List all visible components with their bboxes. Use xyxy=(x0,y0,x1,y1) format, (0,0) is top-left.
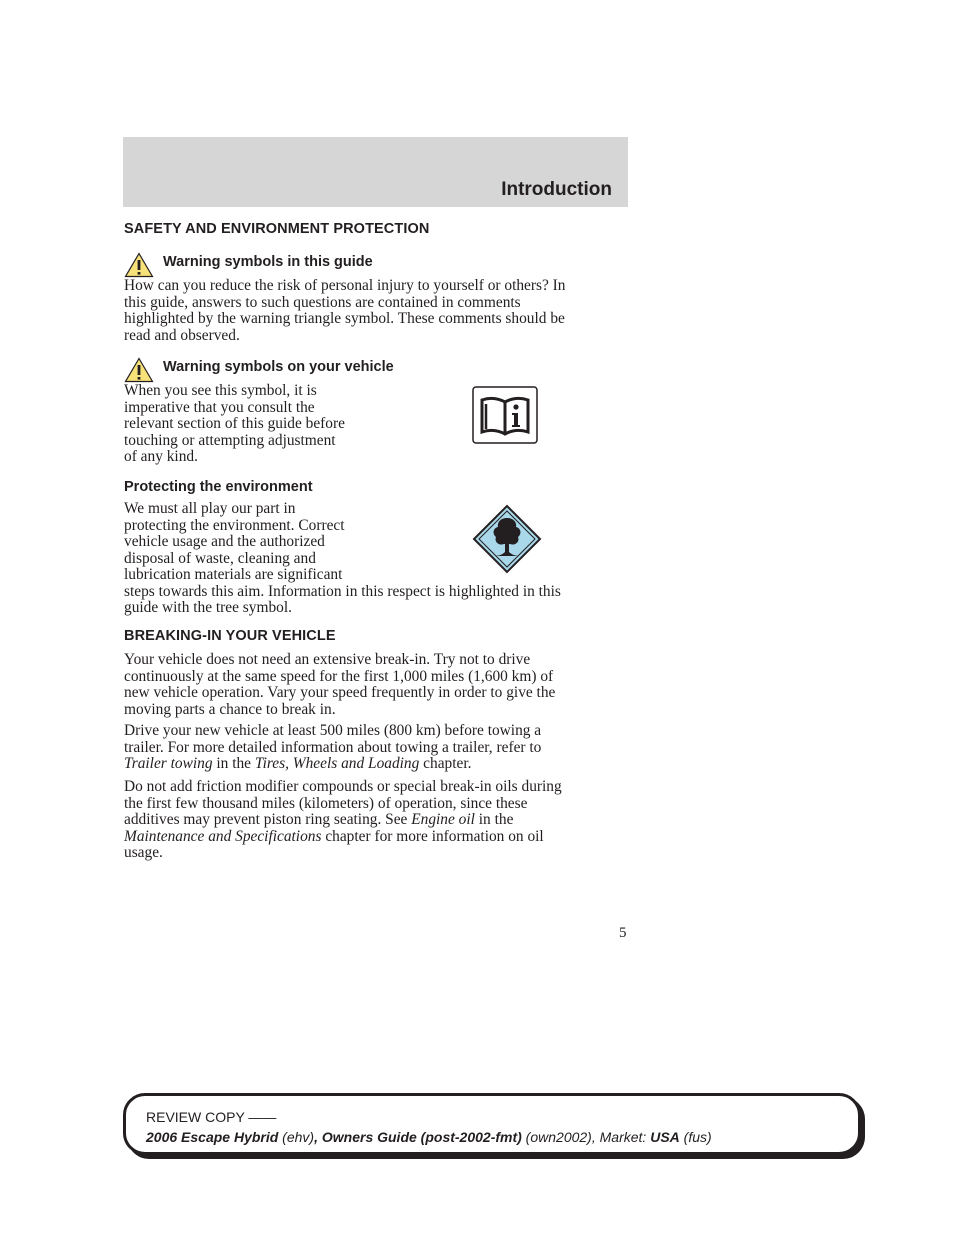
text-line: protecting the environment. Correct xyxy=(124,516,345,534)
ref-tires-chapter: Tires, Wheels and Loading xyxy=(254,755,420,772)
text-fragment: in the xyxy=(212,755,255,772)
footer-separator: , xyxy=(314,1129,322,1145)
text-line: usage. xyxy=(124,844,163,861)
ref-engine-oil: Engine oil xyxy=(411,811,475,828)
paragraph-break-in-1 xyxy=(124,652,624,718)
text-line: Your vehicle does not need an extensive break-in. Try not to drive xyxy=(124,651,531,668)
text-line: touching or attempting adjustment xyxy=(124,431,336,449)
text-line: highlighted by the warning triangle symbol. These comments should be xyxy=(124,310,565,327)
text-line: lubrication materials are significant xyxy=(124,566,343,583)
subheading-environment: Protecting the environment xyxy=(124,479,313,495)
text-line: Drive your new vehicle at least 500 miles (800 km) before towing a xyxy=(124,722,542,739)
warning-triangle-icon xyxy=(124,252,154,278)
paragraph-warning-vehicle xyxy=(124,383,394,466)
text-line: imperative that you consult the xyxy=(124,398,315,416)
text-line: this guide, answers to such questions are contained in comments xyxy=(124,293,521,311)
text-line: trailer. For more detailed information about towing a trailer, refer to xyxy=(124,738,542,756)
paragraph-warning-guide xyxy=(124,278,624,344)
owner-manual-icon xyxy=(472,386,538,444)
ref-trailer-towing: Trailer towing xyxy=(124,755,213,772)
paragraph-break-in-2 xyxy=(124,723,624,773)
paragraph-environment xyxy=(124,501,624,617)
text-line: the first few thousand miles (kilometers) of operation, since these xyxy=(124,794,528,812)
footer-guide-code: (own2002) xyxy=(521,1129,592,1145)
footer-model: 2006 Escape Hybrid xyxy=(146,1129,279,1145)
text-line: When you see this symbol, it is xyxy=(124,382,317,399)
paragraph-break-in-3 xyxy=(124,779,624,862)
section-heading-breaking-in: BREAKING-IN YOUR VEHICLE xyxy=(124,628,336,644)
text-line: Do not add friction modifier compounds or special break-in oils during xyxy=(124,778,562,795)
text-line: vehicle usage and the authorized xyxy=(124,533,325,550)
text-line: of any kind. xyxy=(124,448,198,465)
header-band xyxy=(123,137,628,207)
text-line: How can you reduce the risk of personal injury to yourself or others? In xyxy=(124,277,566,294)
ref-maintenance-chapter: Maintenance and Specifications xyxy=(124,827,322,845)
footer-review-label: REVIEW COPY —— xyxy=(146,1109,277,1125)
footer-guide: Owners Guide (post-2002-fmt) xyxy=(321,1129,522,1145)
footer-review-box xyxy=(123,1093,861,1155)
footer-separator: , Market: xyxy=(591,1129,651,1145)
footer-market-code: (fus) xyxy=(679,1129,712,1145)
page-number: 5 xyxy=(619,925,627,941)
text-line: We must all play our part in xyxy=(124,500,296,517)
subheading-warning-guide: Warning symbols in this guide xyxy=(163,254,373,270)
text-line xyxy=(124,812,624,829)
section-heading-safety: SAFETY AND ENVIRONMENT PROTECTION xyxy=(124,221,430,237)
text-line xyxy=(124,829,624,846)
footer-document-info xyxy=(146,1129,712,1145)
text-line: continuously at the same speed for the first 1,000 miles (1,600 km) of xyxy=(124,667,554,685)
text-line: moving parts a chance to break in. xyxy=(124,700,336,718)
text-fragment: chapter. xyxy=(419,755,472,772)
text-line: relevant section of this guide before xyxy=(124,415,345,432)
footer-model-code: (ehv) xyxy=(278,1129,315,1145)
tree-environment-icon xyxy=(472,504,542,574)
subheading-warning-vehicle: Warning symbols on your vehicle xyxy=(163,359,394,375)
text-line: steps towards this aim. Information in this respect is highlighted in this xyxy=(124,582,561,600)
text-line: disposal of waste, cleaning and xyxy=(124,549,316,567)
page-title: Introduction xyxy=(501,179,612,200)
text-fragment: in the xyxy=(474,811,514,828)
text-line: new vehicle operation. Vary your speed frequently in order to give the xyxy=(124,684,556,701)
text-fragment: additives may prevent piston ring seating. See xyxy=(124,811,412,828)
text-line xyxy=(124,756,624,773)
warning-triangle-icon xyxy=(124,357,154,383)
text-fragment: chapter for more information on oil xyxy=(321,827,544,845)
footer-market: USA xyxy=(650,1129,680,1145)
text-line: guide with the tree symbol. xyxy=(124,599,292,616)
text-line: read and observed. xyxy=(124,326,240,344)
